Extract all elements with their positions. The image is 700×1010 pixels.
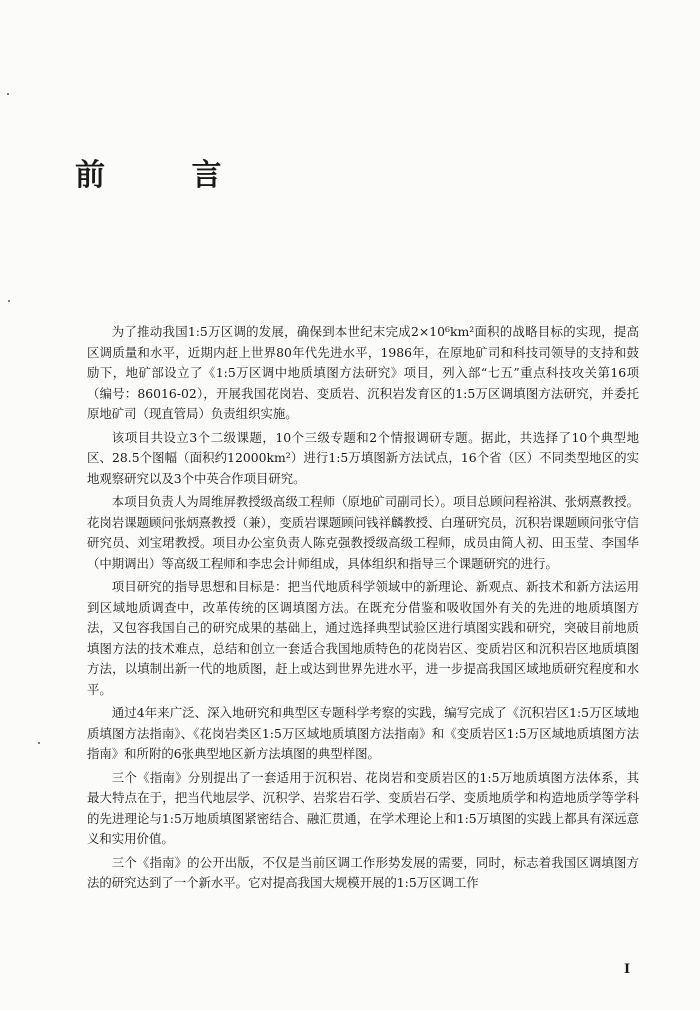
page-title: 前 言: [75, 158, 260, 193]
paragraph: 通过4年来广泛、深入地研究和典型区专题科学考察的实践，编写完成了《沉积岩区1:5万区域地质填图方法指南》、《花岗岩类区1:5万区域地质填图方法指南》和《变质岩区1:5万区域地质填图方法指南》和所附的6张典型地区新方法填图的典型样图。: [87, 705, 639, 761]
paragraph: 为了推动我国1:5万区调的发展，确保到本世纪末完成2×10⁶km²面积的战略目标的实现，提高区调质量和水平，近期内赶上世界80年代先进水平，1986年，在原地矿司和科技司领导的支持和鼓励下，地矿部设立了《1:5万区调中地质填图方法研究》项目，列入部“七五”重点科技攻关第16项（编号：86016-02），开展我国花岗岩、变质岩、沉积岩发育区的1:5万区调填图方法研究，并委托原地矿司（现直管局）负责组织实施。: [87, 324, 639, 421]
scan-speck: [8, 300, 10, 302]
preface-body: [87, 322, 639, 894]
scan-speck: [38, 742, 40, 744]
scan-speck: [7, 93, 9, 95]
page-number: I: [624, 962, 631, 977]
paragraph: 项目研究的指导思想和目标是：把当代地质科学领域中的新理论、新观点、新技术和新方法运用到区域地质调查中，改革传统的区调填图方法。在既充分借鉴和吸收国外有关的先进的地质填图方法，又包容我国自己的研究成果的基础上，通过选择典型试验区进行填图实践和研究，突破目前地质填图方法的技术难点，总结和创立一套适合我国地质特色的花岗岩区、变质岩区和沉积岩区地质填图方法，以填制出新一代的地质图，赶上或达到世界先进水平，进一步提高我国区域地质研究程度和水平。: [87, 579, 639, 697]
paragraph: 该项目共设立3个二级课题，10个三级专题和2个情报调研专题。据此，共选择了10个典型地区、28.5个图幅（面积约12000km²）进行1:5万填图新方法试点，16个省（区）不同类型地区的实地观察研究以及3个中英合作项目研究。: [87, 429, 639, 486]
paragraph: 本项目负责人为周维屏教授级高级工程师（原地矿司副司长）。项目总顾问程裕淇、张炳熹教授。花岗岩课题顾问张炳熹教授（兼），变质岩课题顾问钱祥麟教授、白瑾研究员，沉积岩课题顾问张守信研究员、刘宝珺教授。项目办公室负责人陈克强教授级高级工程师，成员由简人初、田玉莹、李国华（中期调出）等高级工程师和李忠会计师组成，具体组织和指导三个课题研究的进行。: [87, 494, 639, 571]
paragraph: 三个《指南》的公开出版，不仅是当前区调工作形势发展的需要，同时，标志着我国区调填图方法的研究达到了一个新水平。它对提高我国大规模开展的1:5万区调工作: [87, 854, 639, 890]
paragraph: 三个《指南》分别提出了一套适用于沉积岩、花岗岩和变质岩区的1:5万地质填图方法体系，其最大特点在于，把当代地层学、沉积学、岩浆岩石学、变质岩石学、变质地质学和构造地质学等学科的先进理论与1:5万地质填图紧密结合、融汇贯通，在学术理论上和1:5万填图的实践上都具有深远意义和实用价值。: [87, 769, 639, 846]
